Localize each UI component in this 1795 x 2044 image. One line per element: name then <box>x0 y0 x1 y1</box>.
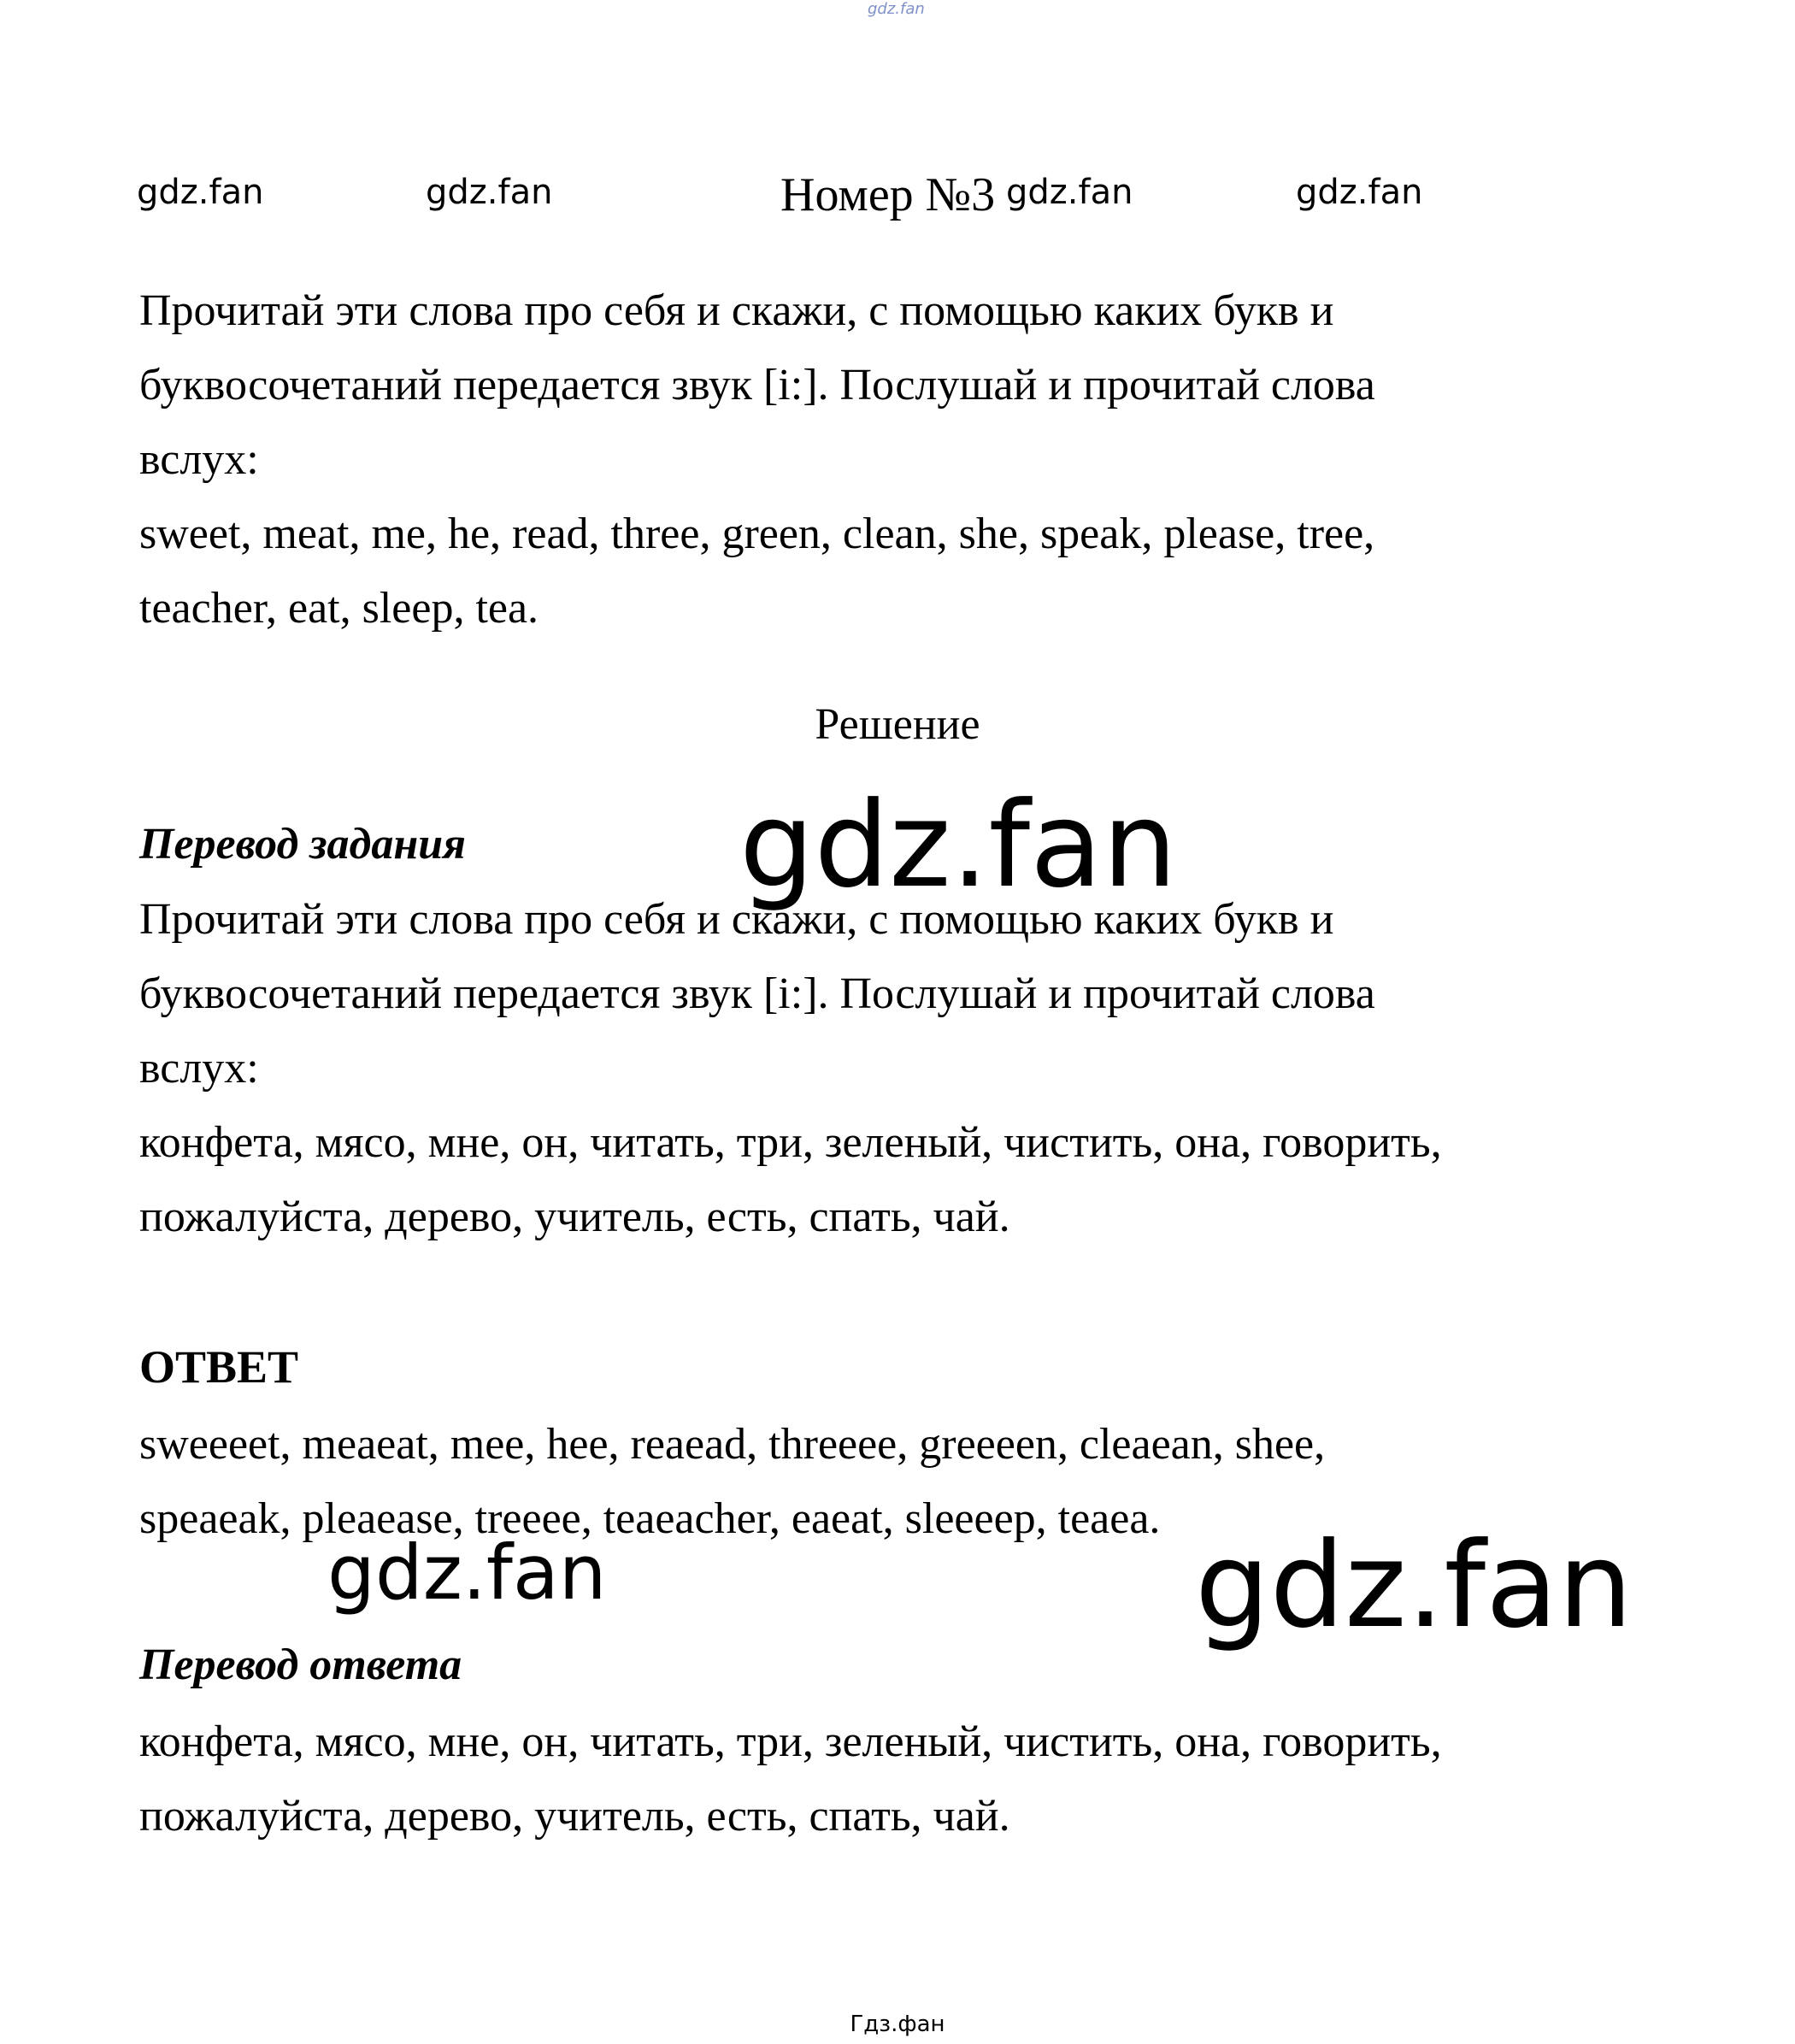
answer-translation-text <box>139 1705 1661 1853</box>
answer-translation-line: пожалуйста, дерево, учитель, есть, спать, чай. <box>139 1792 1010 1841</box>
answer-heading: ОТВЕТ <box>139 1341 299 1393</box>
page-title: Номер №3 <box>780 168 996 221</box>
task-line: teacher, eat, sleep, tea. <box>139 584 539 633</box>
watermark-large: gdz.fan <box>739 776 1178 914</box>
task-line: вслух: <box>139 435 259 484</box>
task-translation-line: Прочитай эти слова про себя и скажи, с помощью каких букв и <box>139 895 1334 944</box>
task-line: sweet, meat, me, he, read, three, green, clean, she, speak, please, tree, <box>139 510 1375 558</box>
watermark-medium: gdz.fan <box>327 1529 607 1617</box>
task-translation-line: вслух: <box>139 1044 259 1093</box>
footer-watermark: Гдз.фан <box>850 2012 945 2037</box>
task-line: буквосочетаний передается звук [i:]. Послушай и прочитай слова <box>139 361 1375 409</box>
task-translation-heading: Перевод задания <box>139 820 466 869</box>
header-watermark: gdz.fan <box>137 173 264 212</box>
solution-heading: Решение <box>815 700 980 749</box>
answer-line: speaeak, pleaease, treeee, teaeacher, eaeat, sleeeep, teaea. <box>139 1494 1161 1543</box>
watermark-large: gdz.fan <box>1195 1517 1633 1654</box>
header-watermark: gdz.fan <box>1006 173 1133 212</box>
task-translation-line: конфета, мясо, мне, он, читать, три, зеленый, чистить, она, говорить, <box>139 1118 1442 1167</box>
header-watermark: gdz.fan <box>426 173 553 212</box>
task-line: Прочитай эти слова про себя и скажи, с помощью каких букв и <box>139 286 1334 335</box>
answer-translation-line: конфета, мясо, мне, он, читать, три, зеленый, чистить, она, говорить, <box>139 1717 1442 1766</box>
task-translation-text <box>139 882 1661 1254</box>
task-translation-line: буквосочетаний передается звук [i:]. Послушай и прочитай слова <box>139 969 1375 1018</box>
answer-line: sweeeet, meaeat, mee, hee, reaead, threeee, greeeen, cleaean, shee, <box>139 1420 1326 1469</box>
task-translation-line: пожалуйста, дерево, учитель, есть, спать, чай. <box>139 1193 1010 1241</box>
task-text <box>139 274 1661 645</box>
header-watermark: gdz.fan <box>1296 173 1423 212</box>
top-watermark: gdz.fan <box>868 0 925 18</box>
answer-translation-heading: Перевод ответа <box>139 1641 462 1689</box>
